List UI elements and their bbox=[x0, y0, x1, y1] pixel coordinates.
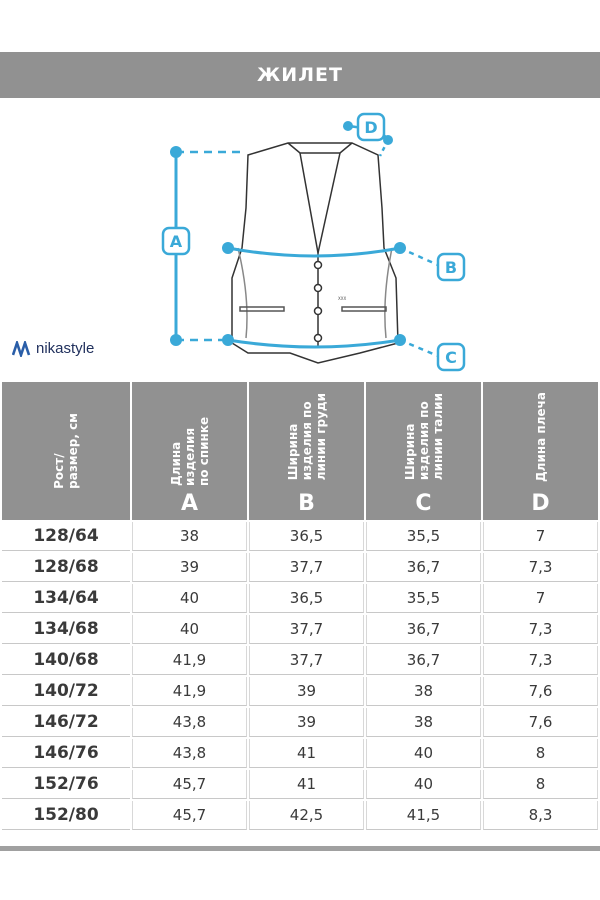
header-chest-width: Ширина изделия по линии груди B bbox=[249, 382, 364, 520]
size-table bbox=[0, 380, 600, 832]
badge-b-text: B bbox=[444, 258, 458, 277]
cell-a: 45,7 bbox=[132, 770, 247, 799]
cell-b: 39 bbox=[249, 708, 364, 737]
cell-b: 37,7 bbox=[249, 615, 364, 644]
cell-d: 7,3 bbox=[483, 646, 598, 675]
cell-a: 45,7 bbox=[132, 801, 247, 830]
cell-c: 36,7 bbox=[366, 553, 481, 582]
cell-a: 43,8 bbox=[132, 708, 247, 737]
cell-a: 41,9 bbox=[132, 646, 247, 675]
cell-b: 42,5 bbox=[249, 801, 364, 830]
cell-d: 7 bbox=[483, 522, 598, 551]
table-row bbox=[2, 553, 598, 582]
bottom-divider bbox=[0, 846, 600, 851]
cell-a: 39 bbox=[132, 553, 247, 582]
cell-d: 7,6 bbox=[483, 677, 598, 706]
header-size: Рост/ размер, см bbox=[2, 382, 130, 520]
cell-c: 41,5 bbox=[366, 801, 481, 830]
cell-b: 37,7 bbox=[249, 553, 364, 582]
cell-b: 41 bbox=[249, 739, 364, 768]
cell-size: 152/80 bbox=[2, 801, 130, 830]
brand-logo bbox=[12, 340, 94, 357]
table-row bbox=[2, 522, 598, 551]
cell-c: 35,5 bbox=[366, 522, 481, 551]
cell-size: 146/72 bbox=[2, 708, 130, 737]
cell-size: 134/64 bbox=[2, 584, 130, 613]
header-letter-c: C bbox=[415, 491, 432, 516]
cell-d: 7,3 bbox=[483, 615, 598, 644]
cell-size: 134/68 bbox=[2, 615, 130, 644]
cell-a: 43,8 bbox=[132, 739, 247, 768]
cell-b: 36,5 bbox=[249, 522, 364, 551]
cell-d: 8,3 bbox=[483, 801, 598, 830]
cell-c: 35,5 bbox=[366, 584, 481, 613]
nikastyle-logo-icon bbox=[12, 341, 32, 357]
cell-d: 7,6 bbox=[483, 708, 598, 737]
page-title: ЖИЛЕТ bbox=[0, 52, 600, 98]
cell-size: 152/76 bbox=[2, 770, 130, 799]
cell-c: 40 bbox=[366, 770, 481, 799]
cell-b: 41 bbox=[249, 770, 364, 799]
cell-b: 39 bbox=[249, 677, 364, 706]
cell-d: 7 bbox=[483, 584, 598, 613]
table-row bbox=[2, 615, 598, 644]
vest-diagram bbox=[0, 98, 600, 378]
header-shoulder-length: Длина плеча D bbox=[483, 382, 598, 520]
badge-a-text: A bbox=[169, 232, 183, 251]
table-header-row bbox=[2, 382, 598, 520]
table-row bbox=[2, 708, 598, 737]
cell-size: 128/64 bbox=[2, 522, 130, 551]
cell-d: 8 bbox=[483, 770, 598, 799]
header-letter-b: B bbox=[298, 491, 315, 516]
cell-d: 8 bbox=[483, 739, 598, 768]
cell-a: 38 bbox=[132, 522, 247, 551]
cell-a: 41,9 bbox=[132, 677, 247, 706]
table-row bbox=[2, 739, 598, 768]
header-letter-d: D bbox=[531, 491, 550, 516]
table-row bbox=[2, 584, 598, 613]
badge-d-text: D bbox=[364, 118, 378, 137]
cell-b: 36,5 bbox=[249, 584, 364, 613]
cell-a: 40 bbox=[132, 584, 247, 613]
cell-c: 36,7 bbox=[366, 646, 481, 675]
cell-c: 36,7 bbox=[366, 615, 481, 644]
cell-size: 128/68 bbox=[2, 553, 130, 582]
cell-c: 40 bbox=[366, 739, 481, 768]
vest-tag: XXX bbox=[338, 296, 347, 301]
cell-c: 38 bbox=[366, 708, 481, 737]
logo-text: nikastyle bbox=[36, 340, 95, 357]
cell-size: 140/68 bbox=[2, 646, 130, 675]
header-back-length: Длина изделия по спинке A bbox=[132, 382, 247, 520]
cell-b: 37,7 bbox=[249, 646, 364, 675]
header-waist-width: Ширина изделия по линии талии C bbox=[366, 382, 481, 520]
cell-c: 38 bbox=[366, 677, 481, 706]
table-row bbox=[2, 770, 598, 799]
cell-size: 146/76 bbox=[2, 739, 130, 768]
header-letter-a: A bbox=[180, 491, 199, 516]
table-row bbox=[2, 646, 598, 675]
cell-d: 7,3 bbox=[483, 553, 598, 582]
cell-a: 40 bbox=[132, 615, 247, 644]
table-row bbox=[2, 677, 598, 706]
badge-c-text: C bbox=[445, 348, 457, 367]
table-row bbox=[2, 801, 598, 830]
cell-size: 140/72 bbox=[2, 677, 130, 706]
